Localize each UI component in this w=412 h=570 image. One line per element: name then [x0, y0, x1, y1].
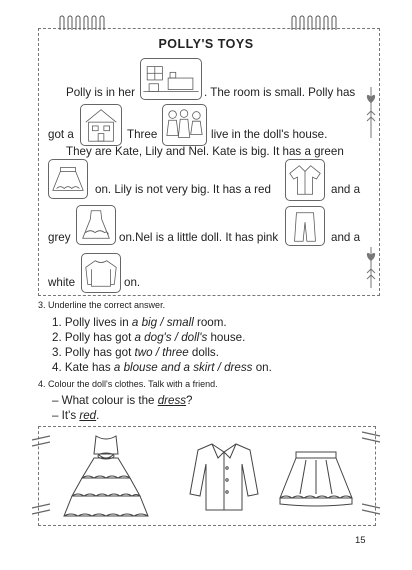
- dialogue-answer: – It's red.: [52, 409, 100, 422]
- task3-item: 2. Polly has got a dog's / doll's house.: [52, 331, 246, 344]
- story-text: and a: [331, 231, 361, 244]
- room-picture: [140, 58, 202, 100]
- tape-corner-icon: [30, 432, 52, 454]
- answer-options[interactable]: a big / small: [131, 316, 194, 329]
- story-text: live in the doll's house.: [211, 128, 328, 141]
- dialogue-question: – What colour is the dress?: [52, 394, 193, 407]
- story-text: . The room is small. Polly has: [204, 86, 356, 99]
- story-text: They are Kate, Lily and Nel. Kate is big. It has a green: [66, 145, 344, 158]
- story-text: and a: [331, 183, 361, 196]
- heart-arrow-decoration-icon: [364, 85, 378, 140]
- tape-corner-icon: [360, 428, 382, 450]
- story-text: white: [48, 276, 76, 289]
- dress-picture: [76, 205, 116, 245]
- story-title: POLLY'S TOYS: [158, 37, 254, 51]
- task3-item: 4. Kate has a blouse and a skirt / dress on.: [52, 361, 272, 374]
- dolls-picture: [162, 104, 207, 146]
- answer-options[interactable]: a dog's / doll's: [134, 331, 208, 344]
- answer-options[interactable]: a blouse and a skirt / dress: [113, 361, 253, 374]
- story-text: on. Lily is not very big. It has a red: [95, 183, 271, 196]
- trousers-picture: [285, 206, 325, 246]
- story-text: Polly is in her: [66, 86, 135, 99]
- story-text: on.: [124, 276, 141, 289]
- tape-corner-icon: [360, 500, 382, 522]
- story-text: grey: [48, 231, 71, 244]
- task3-item: 1. Polly lives in a big / small room.: [52, 316, 227, 329]
- dolls-house-picture: [80, 104, 122, 146]
- task3-item: 3. Polly has got two / three dolls.: [52, 346, 219, 359]
- skirt-picture: [48, 159, 88, 199]
- skirt-outline[interactable]: [276, 448, 356, 510]
- spiral-binding-left-icon: [58, 12, 108, 32]
- story-text: got a: [48, 128, 74, 141]
- blouse-outline[interactable]: [186, 440, 262, 514]
- answer-options[interactable]: two / three: [134, 346, 189, 359]
- task3-instruction: 3. Underline the correct answer.: [38, 300, 166, 310]
- dress-outline[interactable]: [58, 432, 154, 520]
- spiral-binding-right-icon: [290, 12, 340, 32]
- story-text: on.Nel is a little doll. It has pink: [119, 231, 279, 244]
- blouse-picture: [285, 159, 325, 201]
- story-text: Three: [127, 128, 158, 141]
- task4-instruction: 4. Colour the doll's clothes. Talk with a friend.: [38, 379, 218, 389]
- page-number: 15: [355, 535, 366, 546]
- tape-corner-icon: [30, 500, 52, 522]
- heart-arrow-decoration-icon: [364, 245, 378, 290]
- jumper-picture: [81, 253, 121, 293]
